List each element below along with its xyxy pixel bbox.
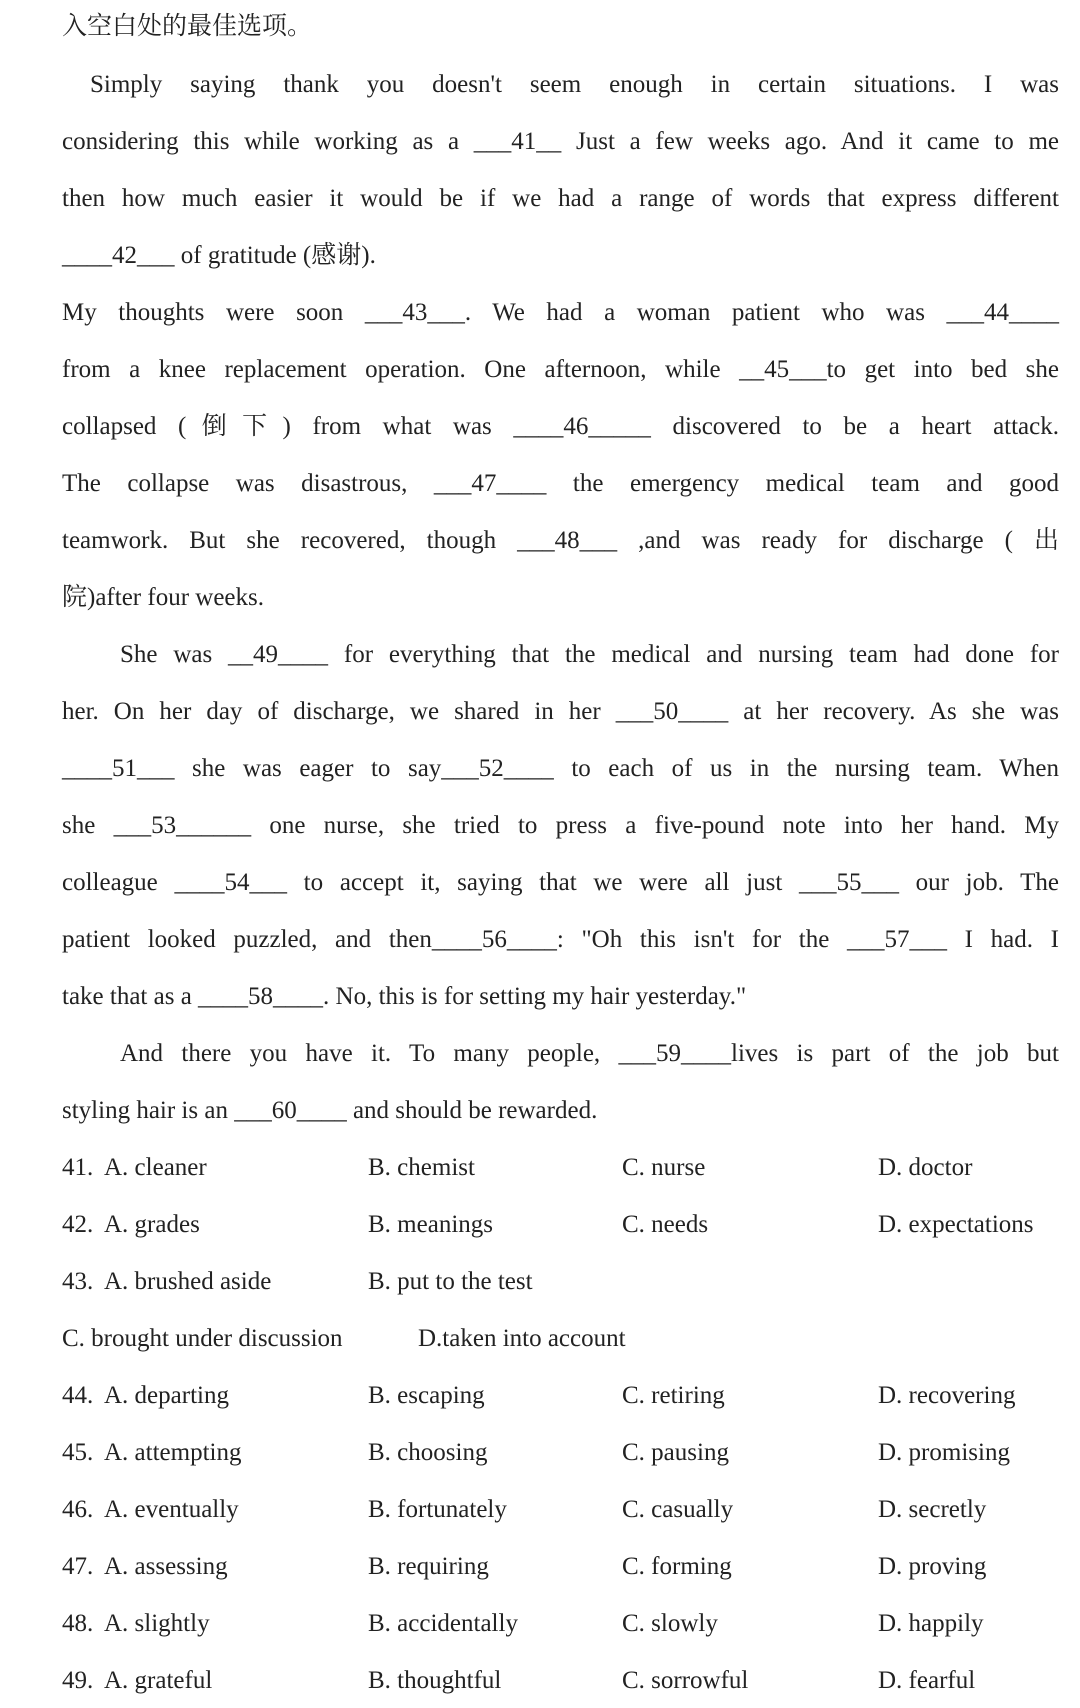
option-a: A. grateful [104, 1667, 213, 1694]
option-b: B. chemist [368, 1154, 475, 1181]
passage-line: collapsed (倒下) from what was ____46_____ discovered to be a heart attack. [62, 413, 1059, 440]
option-c: C. forming [622, 1553, 732, 1580]
passage-line: ____51___ she was eager to say___52____ to each of us in the nursing team. When [62, 755, 1059, 782]
option-a: A. grades [104, 1211, 200, 1238]
passage-line: patient looked puzzled, and then____56____: "Oh this isn't for the ___57___ I had. I [62, 926, 1059, 953]
passage-line: considering this while working as a ___41__ Just a few weeks ago. And it came to me [62, 128, 1059, 155]
option-c: C. pausing [622, 1439, 729, 1466]
option-b: B. requiring [368, 1553, 489, 1580]
question-number: 42. [62, 1211, 94, 1238]
option-c: C. casually [622, 1496, 734, 1523]
option-c: C. needs [622, 1211, 709, 1238]
option-d: D. promising [878, 1439, 1010, 1466]
passage-line: styling hair is an ___60____ and should be rewarded. [62, 1097, 598, 1124]
passage-line: take that as a ____58____. No, this is for setting my hair yesterday." [62, 983, 747, 1010]
question-number: 46. [62, 1496, 94, 1523]
passage-line: her. On her day of discharge, we shared in her ___50____ at her recovery. As she was [62, 698, 1059, 725]
passage-line: ____42___ of gratitude (感谢). [62, 242, 376, 269]
passage-line: She was __49____ for everything that the medical and nursing team had done for [120, 641, 1059, 668]
question-number: 49. [62, 1667, 94, 1694]
option-b: B. accidentally [368, 1610, 518, 1637]
passage-line: she ___53______ one nurse, she tried to press a five-pound note into her hand. My [62, 812, 1059, 839]
question-number: 45. [62, 1439, 94, 1466]
option-d: D. secretly [878, 1496, 987, 1523]
question-number: 48. [62, 1610, 94, 1637]
instruction-text: 入空白处的最佳选项。 [62, 13, 313, 40]
option-a: A. cleaner [104, 1154, 207, 1181]
option-a: A. departing [104, 1382, 229, 1409]
passage-line: colleague ____54___ to accept it, saying that we were all just ___55___ our job. The [62, 869, 1059, 896]
option-d: D. proving [878, 1553, 987, 1580]
option-a: A. eventually [104, 1496, 239, 1523]
option-a: A. brushed aside [104, 1268, 272, 1295]
question-number: 43. [62, 1268, 94, 1295]
question-number: 47. [62, 1553, 94, 1580]
passage-line: Simply saying thank you doesn't seem enough in certain situations. I was [90, 71, 1059, 98]
option-d: D. recovering [878, 1382, 1016, 1409]
option-b: B. choosing [368, 1439, 488, 1466]
question-number: 41. [62, 1154, 94, 1181]
option-b: B. escaping [368, 1382, 485, 1409]
option-d: D. fearful [878, 1667, 976, 1694]
passage-line: then how much easier it would be if we had a range of words that express different [62, 185, 1059, 212]
question-number: 44. [62, 1382, 94, 1409]
option-b: B. thoughtful [368, 1667, 502, 1694]
passage-line: My thoughts were soon ___43___. We had a woman patient who was ___44____ [62, 299, 1059, 326]
passage-line: And there you have it. To many people, ___59____lives is part of the job but [120, 1040, 1059, 1067]
option-c: C. nurse [622, 1154, 706, 1181]
passage-line: The collapse was disastrous, ___47____ the emergency medical team and good [62, 470, 1059, 497]
option-d: D. happily [878, 1610, 984, 1637]
option-a: A. attempting [104, 1439, 242, 1466]
option-d: D.taken into account [418, 1325, 626, 1352]
option-c: C. sorrowful [622, 1667, 749, 1694]
option-b: B. fortunately [368, 1496, 507, 1523]
option-b: B. meanings [368, 1211, 493, 1238]
passage-line: from a knee replacement operation. One afternoon, while __45___to get into bed she [62, 356, 1059, 383]
option-d: D. doctor [878, 1154, 973, 1181]
option-a: A. slightly [104, 1610, 210, 1637]
option-a: A. assessing [104, 1553, 228, 1580]
option-b: B. put to the test [368, 1268, 533, 1295]
option-c: C. brought under discussion [62, 1325, 343, 1352]
option-d: D. expectations [878, 1211, 1034, 1238]
option-c: C. slowly [622, 1610, 718, 1637]
passage-line: 院)after four weeks. [62, 584, 264, 611]
passage-line: teamwork. But she recovered, though ___48___ ,and was ready for discharge ( 出 [62, 527, 1059, 554]
option-c: C. retiring [622, 1382, 725, 1409]
